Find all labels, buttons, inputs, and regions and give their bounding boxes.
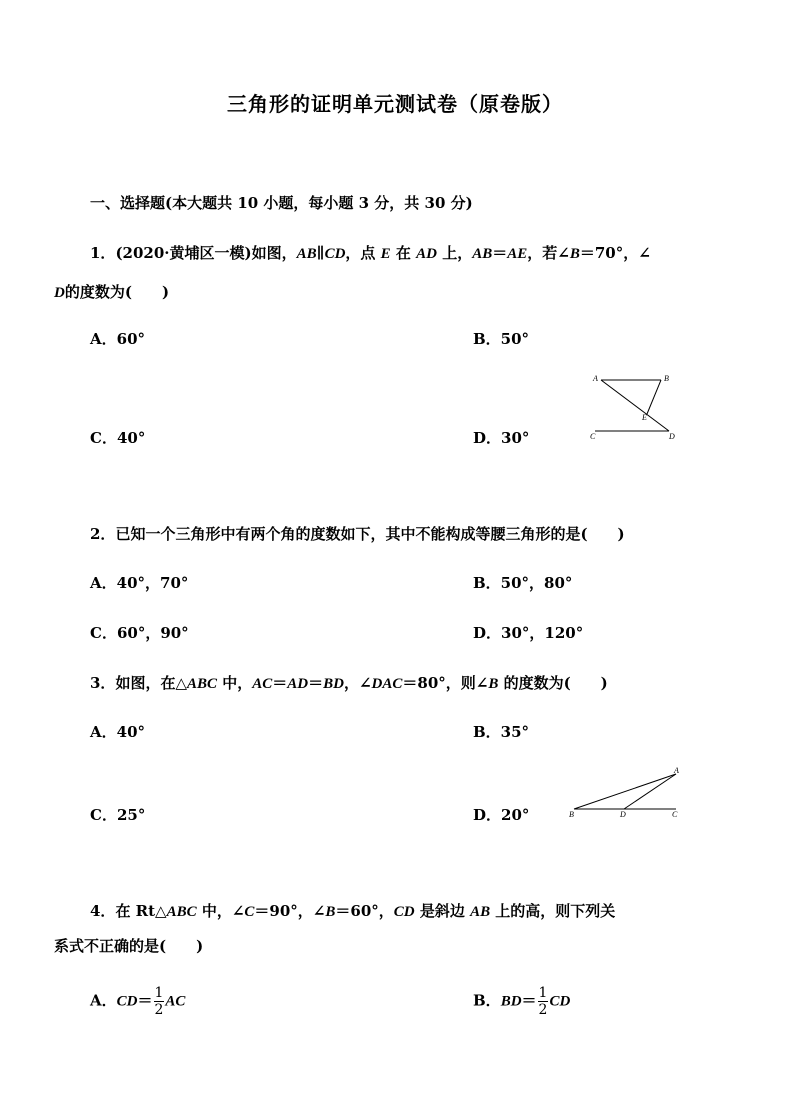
q2-option-a: A．40°，70° xyxy=(90,574,189,592)
q4-option-a xyxy=(90,985,185,1018)
label-d: D xyxy=(620,810,626,819)
question-text: ，∠ xyxy=(343,674,372,692)
q3-option-b: B．35° xyxy=(473,723,530,741)
question-number: 3． xyxy=(90,674,116,692)
label-a: A xyxy=(674,766,679,775)
fraction-one-half xyxy=(538,985,549,1018)
segment-ad xyxy=(624,774,676,809)
math-var: BD xyxy=(500,993,522,1010)
math-var: CD xyxy=(324,246,346,262)
fraction-one-half xyxy=(154,985,165,1018)
question-text: 在 Rt△ xyxy=(115,902,167,920)
label-c: C xyxy=(590,432,596,441)
question-text: ＝90°，∠ xyxy=(254,902,326,920)
question-text: 在 xyxy=(390,244,417,262)
question-text: ，若∠ xyxy=(527,244,570,262)
q1-option-d: D．30° xyxy=(473,429,530,447)
q3-option-a: A．40° xyxy=(90,723,146,741)
question-text: 的度数为( ) xyxy=(64,283,170,301)
math-symbol: ＝ xyxy=(492,244,508,262)
question-text: 上的高，则下列关 xyxy=(490,902,616,920)
math-var: B xyxy=(488,676,499,692)
question-number: 1． xyxy=(90,244,116,262)
math-var: E xyxy=(380,246,391,262)
math-var: C xyxy=(244,904,255,920)
math-symbol: ＝ xyxy=(137,991,153,1010)
label-c: C xyxy=(672,810,678,819)
question-1-line1 xyxy=(90,242,651,263)
math-var: AB xyxy=(472,246,493,262)
math-var: AD xyxy=(287,676,309,692)
question-text: 如图，在△ xyxy=(115,674,187,692)
math-var: AB xyxy=(470,904,491,920)
q3-option-c: C．25° xyxy=(90,806,146,824)
math-var: B xyxy=(325,904,336,920)
question-text: 中，∠ xyxy=(196,902,245,920)
math-var: ABC xyxy=(186,676,217,692)
page-title: 三角形的证明单元测试卷（原卷版） xyxy=(227,92,563,116)
question-1-line2 xyxy=(54,281,169,302)
label-d: D xyxy=(669,432,675,441)
math-var: AC xyxy=(165,993,186,1010)
question-text: ＝80°，则∠ xyxy=(402,674,489,692)
math-symbol: ＝ xyxy=(308,674,324,692)
math-var: ABC xyxy=(166,904,197,920)
q1-figure xyxy=(585,370,685,445)
label-e: E xyxy=(642,413,647,422)
question-2-stem xyxy=(90,523,625,544)
math-symbol: ＝ xyxy=(521,991,537,1010)
q4-option-b xyxy=(473,985,570,1018)
math-var: CD xyxy=(393,904,415,920)
question-text: 上， xyxy=(436,244,473,262)
math-var: BD xyxy=(323,676,344,692)
question-text: 已知一个三角形中有两个角的度数如下，其中不能构成等腰三角形的是( ) xyxy=(115,525,625,543)
math-var: AD xyxy=(416,246,437,262)
fraction-denominator: 2 xyxy=(154,1002,164,1018)
question-4-line1 xyxy=(90,900,615,921)
math-var: AC xyxy=(252,676,273,692)
segment-ad xyxy=(601,380,669,431)
q1-option-b: B．50° xyxy=(473,330,530,348)
q2-option-c: C．60°，90° xyxy=(90,624,189,642)
segment-be xyxy=(647,380,661,414)
question-text: 中， xyxy=(217,674,253,692)
question-text: ＝60°， xyxy=(335,902,394,920)
math-var: AB xyxy=(296,246,317,262)
math-symbol: ＝ xyxy=(272,674,288,692)
question-text: (2020·黄埔区一模)如图， xyxy=(115,244,297,262)
math-var: AE xyxy=(507,246,528,262)
q1-option-c: C．40° xyxy=(90,429,146,447)
option-label: B． xyxy=(473,991,501,1010)
q3-option-d: D．20° xyxy=(473,806,530,824)
math-var: CD xyxy=(549,993,571,1010)
question-text: 的度数为( ) xyxy=(498,674,608,692)
option-label: A． xyxy=(90,991,117,1010)
section-heading: 一、选择题(本大题共 10 小题，每小题 3 分，共 30 分) xyxy=(90,194,473,212)
q2-option-d: D．30°，120° xyxy=(473,624,584,642)
label-b: B xyxy=(569,810,574,819)
fraction-numerator: 1 xyxy=(154,985,164,1001)
question-text: 是斜边 xyxy=(414,902,471,920)
question-number: 2． xyxy=(90,525,116,543)
math-var: CD xyxy=(116,993,138,1010)
q1-option-a: A．60° xyxy=(90,330,146,348)
question-4-line2: 系式不正确的是( ) xyxy=(54,937,204,955)
q3-figure xyxy=(566,764,682,820)
question-number: 4． xyxy=(90,902,116,920)
math-symbol: ∥ xyxy=(316,244,325,262)
math-var: B xyxy=(569,246,580,262)
label-a: A xyxy=(593,374,598,383)
q2-option-b: B．50°，80° xyxy=(473,574,573,592)
question-text: ＝70°，∠ xyxy=(579,244,651,262)
question-3-stem xyxy=(90,672,608,693)
math-var: D xyxy=(54,285,65,301)
fraction-numerator: 1 xyxy=(538,985,548,1001)
math-var: DAC xyxy=(371,676,403,692)
question-text: ，点 xyxy=(345,244,381,262)
label-b: B xyxy=(664,374,669,383)
fraction-denominator: 2 xyxy=(538,1002,548,1018)
segment-ba xyxy=(574,774,676,809)
